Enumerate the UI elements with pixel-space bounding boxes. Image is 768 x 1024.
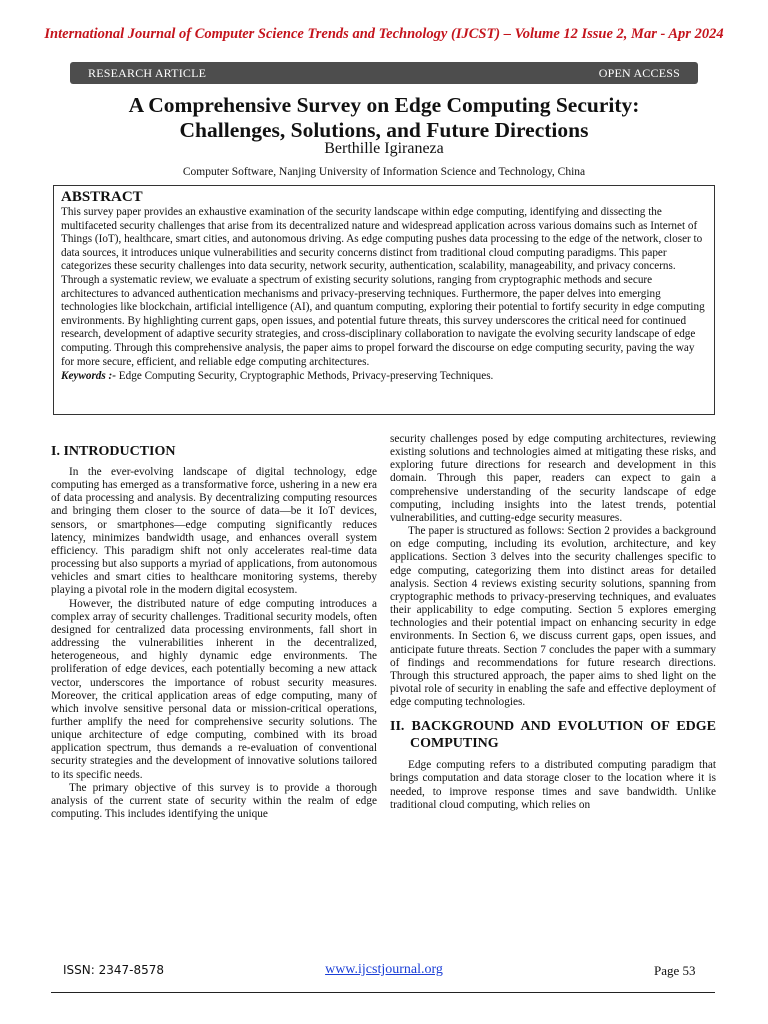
keywords — [61, 369, 707, 383]
left-column — [51, 433, 377, 821]
author-affiliation: Computer Software, Nanjing University of Information Science and Technology, China — [182, 166, 586, 178]
right-column — [390, 433, 716, 812]
footer-divider — [51, 992, 715, 993]
section-1-heading: I. INTRODUCTION — [51, 444, 176, 459]
paper-title — [0, 93, 768, 143]
research-article-label: RESEARCH ARTICLE — [88, 65, 207, 80]
intro-paragraph-4: The paper is structured as follows: Section 2 provides a background on edge computing, including its evolution, architecture, and key applications. Section 3 delves into the security challenges specific to edge computing, categorizing them into distinct areas for detailed analysis. Section 4 reviews existing security solutions, spanning from cryptographic methods to privacy-preserving techniques, and evaluates their applicability to edge computing. Section 5 explores emerging technologies and their potential impact on enhancing security in edge environments. In Section 6, we discuss current gaps, open issues, and anticipate future threats. Section 7 concludes the paper with a summary of findings and recommendations for future research directions. Through this structured approach, the paper aims to shed light on the pivotal role of security in enabling the safe and effective deployment of edge computing technologies. — [390, 525, 716, 709]
intro-paragraph-1: In the ever-evolving landscape of digital technology, edge computing has emerged as a transformative force, ushering in a new era of data processing and analysis. By decentralizing computing resources and bringing them closer to the source of data—be it IoT devices, sensors, or smartphones—edge computing significantly reduces latency, minimizes bandwidth usage, and enhances overall system efficiency. This paradigm shift not only accelerates real-time data processing but also supports a myriad of applications, from autonomous vehicles and smart cities to healthcare monitoring systems, thereby playing a pivotal role in the modern digital ecosystem. — [51, 466, 377, 597]
footer-page-number: Page 53 — [654, 963, 696, 978]
abstract-box — [53, 185, 715, 415]
background-paragraph-1: Edge computing refers to a distributed computing paradigm that brings computation and data storage closer to the location where it is needed, to improve response times and save bandwidth. Unlike traditional cloud computing, which relies on — [390, 759, 716, 811]
article-banner — [70, 62, 698, 84]
footer-journal-link[interactable]: www.ijcstjournal.org — [325, 962, 443, 977]
intro-paragraph-2: However, the distributed nature of edge computing introduces a complex array of security challenges. Traditional security models, often designed for centralized data processing environments, fall short in addressing the vulnerabilities inherent in the decentralized, heterogeneous, and highly dynamic edge environments. The proliferation of edge devices, each potentially becoming a new attack vector, underscores the importance of robust security measures. Moreover, the critical application areas of edge computing, many of which involve sensitive personal data or mission-critical operations, further amplify the need for comprehensive security solutions. The unique architecture of edge computing, combined with its broad application spectrum, thus demands a re-evaluation of conventional security strategies and the development of innovative solutions tailored to its specific needs. — [51, 597, 377, 781]
intro-paragraph-3-continued: security challenges posed by edge computing architectures, reviewing existing solutions and technologies aimed at mitigating these risks, and exploring future directions for research and development in this domain. Through this paper, readers can expect to gain a comprehensive understanding of the security landscape of edge computing, including insights into the latest trends, potential vulnerabilities, and cutting-edge security measures. — [390, 433, 716, 524]
title-line-1: A Comprehensive Survey on Edge Computing Security: — [128, 93, 640, 117]
footer-issn: ISSN: 2347-8578 — [63, 963, 165, 977]
journal-header: International Journal of Computer Science Trends and Technology (IJCST) – Volume 12 Issue 2, Mar - Apr 2024 — [44, 26, 724, 42]
keywords-label: Keywords :- — [61, 370, 116, 383]
title-line-2: Challenges, Solutions, and Future Directions — [179, 118, 589, 142]
abstract-heading: ABSTRACT — [61, 189, 143, 205]
section-2-heading: II. BACKGROUND AND EVOLUTION OF EDGE COMPUTING — [390, 719, 716, 752]
intro-paragraph-3: The primary objective of this survey is to provide a thorough analysis of the current state of security within the realm of edge computing. This includes identifying the unique — [51, 781, 377, 821]
author-name: Berthille Igiraneza — [324, 140, 444, 157]
abstract-text: This survey paper provides an exhaustive examination of the security landscape within edge computing, identifying and dissecting the multifaceted security challenges that arise from its decentralized nature and widespread application across various domains such as Internet of Things (IoT), healthcare, smart cities, and autonomous driving. As edge computing pushes data processing to the edge of the network, closer to data sources, it introduces unique vulnerabilities and security concerns distinct from traditional cloud computing paradigms. This paper categorizes these security challenges into data security, network security, authentication, scalability, manageability, and privacy concerns. Through a systematic review, we evaluate a spectrum of existing security solutions, ranging from cryptographic methods and secure architectures to advanced authentication mechanisms and privacy-preserving techniques. Furthermore, the paper delves into emerging technologies like blockchain, artificial intelligence (AI), and quantum computing, exploring their potential to fortify security in edge computing environments. By highlighting current gaps, open issues, and potential future threats, this survey underscores the critical need for continued research, development of adaptive security strategies, and cross-disciplinary collaboration to navigate the evolving security landscape of edge computing. Through this comprehensive analysis, the paper aims to propel forward the discourse on edge computing security, paving the way for more secure, efficient, and reliable edge computing architectures. — [61, 206, 705, 368]
keywords-list: Edge Computing Security, Cryptographic Methods, Privacy-preserving Techniques. — [116, 370, 494, 383]
open-access-label: OPEN ACCESS — [598, 65, 680, 80]
